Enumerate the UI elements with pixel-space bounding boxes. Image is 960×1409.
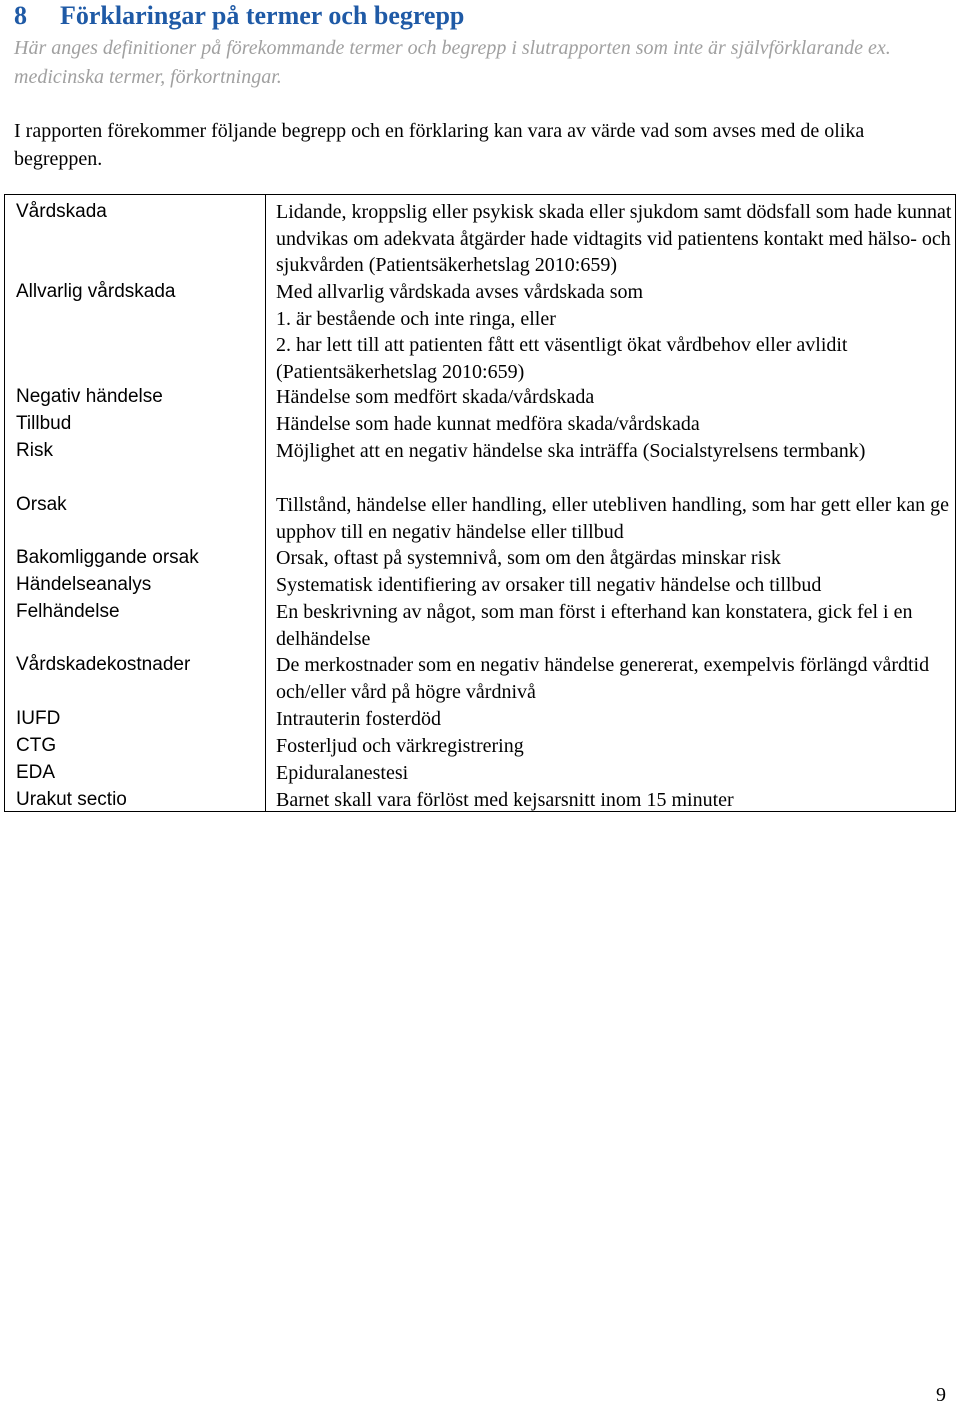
- term-tillbud: Tillbud: [16, 413, 72, 434]
- intro-paragraph: I rapporten förekommer följande begrepp och en förklaring kan vara av värde vad som avses med de olika begreppen.: [14, 120, 865, 170]
- definition-list-item: 1. är bestående och inte ringa, eller: [276, 307, 556, 330]
- definition-bakomliggande-orsak: Orsak, oftast på systemnivå, som om den åtgärdas minskar risk: [276, 547, 781, 569]
- definition-felhandelse: En beskrivning av något, som man först i efterhand kan konstatera, gick fel i en delhändelse: [276, 601, 913, 650]
- section-title: Förklaringar på termer och begrepp: [60, 1, 465, 30]
- section-subtitle: Här anges definitioner på förekommande termer och begrepp i slutrapporten som inte är självförklarande ex. medicinska termer, förkortningar.: [14, 37, 891, 88]
- term-risk: Risk: [16, 440, 53, 461]
- definition-risk: Möjlighet att en negativ händelse ska inträffa (Socialstyrelsens termbank): [276, 440, 866, 462]
- definition-ctg: Fosterljud och värkregistrering: [276, 735, 524, 757]
- term-eda: EDA: [16, 762, 56, 783]
- definition-list-item: 2. har lett till att patienten fått ett väsentligt ökat vårdbehov eller avlidit (Patientsäkerhetslag 2010:659): [276, 334, 848, 383]
- term-orsak: Orsak: [16, 494, 67, 515]
- definition-handelseanalys: Systematisk identifiering av orsaker till negativ händelse och tillbud: [276, 574, 822, 596]
- term-ctg: CTG: [16, 735, 57, 756]
- section-number: 8: [14, 1, 27, 30]
- definition-urakut-sectio: Barnet skall vara förlöst med kejsarsnitt inom 15 minuter: [276, 789, 734, 811]
- term-vardskada: Vårdskada: [16, 201, 107, 222]
- term-bakomliggande-orsak: Bakomliggande orsak: [16, 547, 199, 568]
- page-number: 9: [936, 1384, 946, 1406]
- term-felhandelse: Felhändelse: [16, 601, 120, 622]
- definition-allvarlig-vardskada-intro: Med allvarlig vårdskada avses vårdskada som: [276, 281, 644, 303]
- term-vardskadekostnader: Vårdskadekostnader: [16, 654, 191, 675]
- definition-allvarlig-vardskada: [276, 279, 952, 385]
- section-heading: [14, 0, 464, 32]
- terms-table: [4, 194, 956, 812]
- definition-negativ-handelse: Händelse som medfört skada/vårdskada: [276, 386, 595, 408]
- definition-orsak: Tillstånd, händelse eller handling, eller utebliven handling, som har gett eller kan ge upphov till en negativ händelse eller tillbud: [276, 494, 949, 543]
- term-negativ-handelse: Negativ händelse: [16, 386, 163, 407]
- definition-eda: Epiduralanestesi: [276, 762, 409, 784]
- term-iufd: IUFD: [16, 708, 61, 729]
- column-divider: [265, 195, 266, 811]
- term-handelseanalys: Händelseanalys: [16, 574, 152, 595]
- term-allvarlig-vardskada: Allvarlig vårdskada: [16, 281, 176, 302]
- definition-iufd: Intrauterin fosterdöd: [276, 708, 441, 730]
- term-urakut-sectio: Urakut sectio: [16, 789, 127, 810]
- definition-tillbud: Händelse som hade kunnat medföra skada/vårdskada: [276, 413, 700, 435]
- definition-vardskada: Lidande, kroppslig eller psykisk skada eller sjukdom samt dödsfall som hade kunnat undvikas om adekvata åtgärder hade vidtagits vid patientens kontakt med hälso- och sjukvården (Patientsäkerhetslag 2010:659): [276, 201, 952, 276]
- definition-vardskadekostnader: De merkostnader som en negativ händelse genererat, exempelvis förlängd vårdtid och/eller vård på högre vårdnivå: [276, 654, 930, 703]
